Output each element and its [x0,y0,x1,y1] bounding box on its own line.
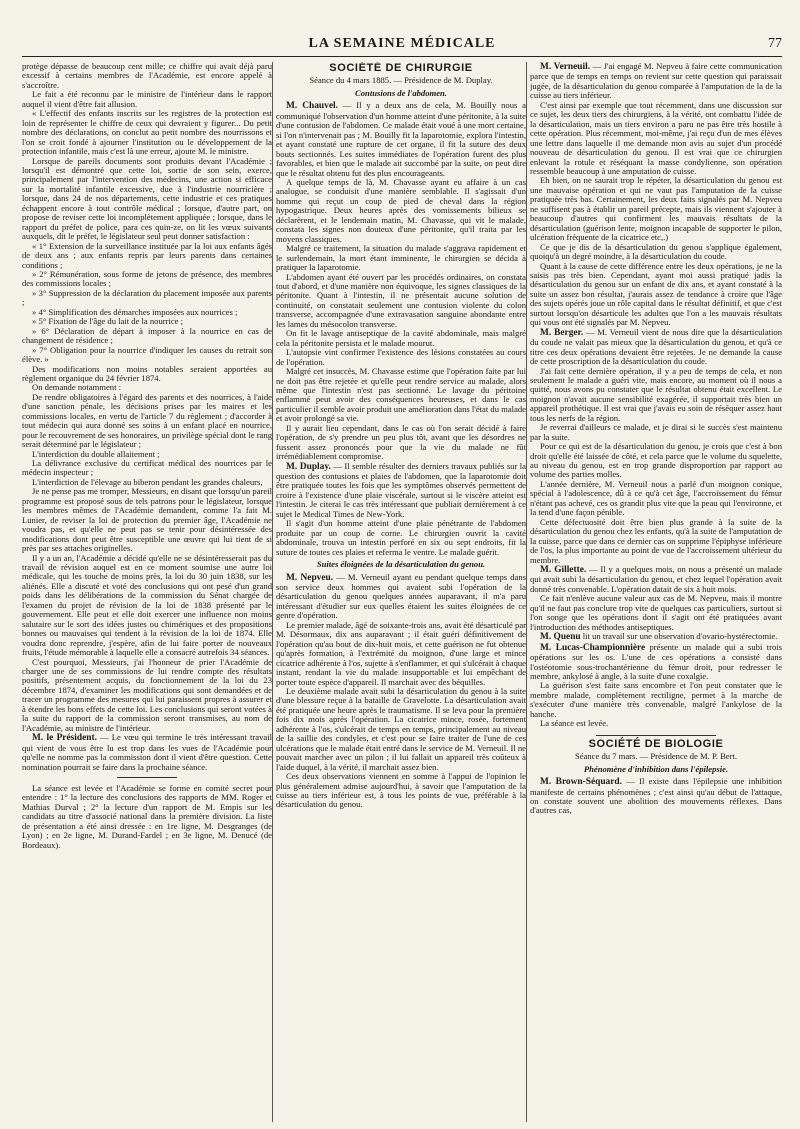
speaker-name: M. Lucas-Championnière [540,642,646,653]
subsection-title: Suites éloignées de la désarticulation du genou. [316,559,486,570]
paragraph-text: La guérison s'est faite sans encombre et l'on peut constater que le membre malade, complètement rectiligne, permet à la marche de s'exécuter d'une manière très convenable, malgré l'ankylose de la hanche. [530,680,782,719]
paragraph [530,681,782,719]
paragraph-text: Le fait a été reconnu par le ministre de l'intérieur dans le rapport auquel il vient d'être fait allusion. [22,89,272,109]
column-middle [276,62,526,1124]
paragraph-text: La séance est levée. [540,718,609,729]
paragraph [22,270,272,289]
paragraph-text: Le deuxième malade avait subi la désarticulation du genou à la suite d'une blessure reçue à la bataille de Gravelotte. La désarticulation avait été pratiquée une heure après le traumatisme. Il se leva pour la première fois dix mois après l'opération. La cicatrice mince, rosée, fortement adhérente à l'os, s'ulcérait de temps en temps, principalement au niveau de la saillie des condyles, et c'est pour se faire traiter de l'une de ces ulcérations que le malade était entré dans le service de M. Verneuil. Il ne pouvait marcher avec un pilon ; il lui fallait un appareil très coûteux à l'aide duquel, à la vérité, il marchait assez bien. [276,686,526,772]
divider [117,777,177,778]
paragraph [22,459,272,478]
paragraph-text: L'interdiction de l'élevage au biberon pendant les grandes chaleurs, [32,476,263,487]
paragraph [530,262,782,328]
paragraph [530,176,782,242]
paragraph-text: Il y aurait lieu cependant, dans le cas où l'on serait décidé à faire l'opération, de s'y prendre un peu plus tôt, avant que les désordres ne fussent assez prononcés pour que la vie du malade ne fût irrémédiablement compromise. [276,422,526,462]
column-right [530,62,782,1124]
paragraph-text: » 6° Déclaration de départ à imposer à la nourrice en cas de changement de résidence ; [22,325,272,346]
paragraph-text: » 7° Obligation pour la nourrice d'indiquer les causes du retrait son élève. » [22,344,272,365]
paragraph [22,289,272,308]
paragraph-text: » 5° Fixation de l'âge du lait de la nourrice ; [32,316,184,327]
paragraph [530,423,782,442]
section-title: SOCIÉTÉ DE BIOLOGIE [588,737,724,750]
speaker-name: M. le Président. [32,733,97,744]
paragraph [530,643,782,682]
speaker-name: M. Gillette. [540,565,587,576]
paragraph-text: On demande notamment : [32,382,122,393]
paragraph-text: — Il semble résulter des derniers travaux publiés sur la question des contusions et plaies de l'abdomen, que la laparotomie doit être pratiquée toutes les fois que les symptômes observés permettent de croire à l'existence d'une plaie viscérale, surtout si le viscère atteint est l'intestin. Je citerai le cas très intéressant que publiait dernièrement à ce sujet le Medical Times de New-York. [276,460,526,519]
paragraph [22,109,272,156]
paragraph [530,101,782,177]
paragraph [530,328,782,367]
speaker-name: M. Duplay. [286,461,331,472]
section-title: SOCIÉTÉ DE CHIRURGIE [329,62,473,74]
paragraph [530,62,782,101]
paragraph [276,178,526,244]
speaker-name: M. Verneuil. [540,62,591,72]
paragraph-text: Des modifications non moins notables seraient apportées au règlement organique du 24 février 1874. [22,363,272,383]
paragraph [530,565,782,594]
paragraph [276,367,526,424]
paragraph-text: présente un malade qui a subi trois opérations sur les os. L'une de ces opérations a consisté dans l'ostéotomie sous-trochantérienne du fémur droit, pour redresser le membre, ankylosé à angle, à la suite d'une coxalgie. [530,641,782,681]
paragraph-text: L'année dernière, M. Verneuil nous a parlé d'un moignon conique, spécial à l'adolescence, dû à ce qu'à cet âge, l'accroissement du fémur n'étant pas achevé, ces os grandit plus vite que la peau qui l'environne, et la tend d'une façon pénible. [530,478,782,518]
paragraph-text: « 1° Extension de la surveillance instituée par la loi aux enfants âgés de deux ans ; aux enfants repris par leurs parents dans certaines conditions ; [22,240,272,270]
paragraph-text: » 3° Suppression de la déclaration du placement imposée aux parents ; [22,287,272,308]
paragraph-text: — Il existe dans l'épilepsie une inhibition manifeste de certains phénomènes ; c'est ainsi qu'au début de l'attaque, on constate souvent une abolition des mouvements réflexes. Dans d'autres cas, [530,776,782,816]
paragraph-text: Lorsque de pareils documents sont produits devant l'Académie ; lorsqu'il est démontré que cette loi, sortie de son sein, exerce, principalement par l'intervention des médecins, une action si efficace sur la mortalité infantile excessive, due à l'industrie nourricière ; lorsque, dans 24 de nos départements, cette industrie et ces pratiques échappent encore à tout contrôle médical ; lorsque, d'autre part, on propose de reviser cette loi incomplètement appliquée ; lorsque, dans le rapport du préfet de police, para ces quin-ze, on lit les vœux suivants auxquels, dit le préfet, le législateur seul peut donner satisfaction : [22,155,272,242]
paragraph [276,519,526,557]
paragraph-text: Ce fait n'enlève aucune valeur aux cas de M. Nepveu, mais il montre qu'il ne faut pas conclure trop vite de quelques cas particuliers, surtout si l'on songe que les opérations dont il s'agit ont été pratiquées avant l'introduction des méthodes antiseptiques. [530,593,782,632]
paragraph [530,594,782,632]
paragraph-text: » 4° Simplification des démarches imposées aux nourrices ; [32,306,238,317]
paragraph-text: — Il y a quelques mois, on nous a présenté un malade qui avait subi la désarticulation du genou, et chez lequel l'opération avait donné très convenable. L'opération datait de six à huit mois. [530,564,782,594]
paragraph-text: Il s'agit d'un homme atteint d'une plaie pénétrante de l'abdomen produite par un coup de corne. Le chirurgien ouvrit la cavité abdominale, trouva un intestin perforé en six ou sept endroits, fit la suture de toutes ces plaies et referma le ventre. Le malade guérit. [276,518,526,557]
paragraph [530,243,782,262]
paragraph [276,573,526,621]
paragraph [276,772,526,810]
column-left [22,62,272,1124]
page-number: 77 [768,36,782,51]
speaker-name: M. Nepveu. [286,572,334,583]
running-title: LA SEMAINE MÉDICALE [308,36,496,51]
paragraph [22,346,272,365]
speaker-name: M. Chauvel. [286,101,338,112]
paragraph-text: Pour ce qui est de la désarticulation du genou, je crois que c'est à bon droit qu'elle été laissée de côté, et cela parce que le volume du squelette, au niveau du genou, est en trop grande disproportion par rapport au volume des parties molles. [530,441,782,480]
paragraph [22,62,272,90]
paragraph [276,424,526,462]
paragraph-text: « L'effectif des enfants inscrits sur les registres de la protection est loin de représenter le chiffre de ceux qui devraient y figurer... Du petit nombre des déclarations, on conclut au petit nombre des nourrissons et l'on se croit fondé à ajourner l'institution ou le développement de la protection infantile, mais c'est là une erreur, ajoute M. le ministre. [22,108,272,157]
column-separator [526,62,527,1122]
paragraph [530,367,782,424]
paragraph-text: — J'ai engagé M. Nepveu à faire cette communication parce que de temps en temps on revient sur cette question qui paraissait jugée, de la désarticulation du genou comparée à l'amputation de la de la cuisse au tiers inférieur. [530,62,782,101]
paragraph [530,480,782,518]
subsection-title: Contusions de l'abdomen. [355,87,447,98]
paragraph-text: La délivrance exclusive du certificat médical des nourrices par le médecin inspecteur ; [22,458,272,478]
paragraph-text: Le premier malade, âgé de soixante-trois ans, avait été désarticulé par M. Désormaux, dix ans auparavant ; il était guéri définitivement de l'opération qu'au bout de dix-huit mois, et cette guérison ne fut obtenue qu'après formation, à l'extrémité du moignon, d'une large et mince cicatrice adhérente à l'os, sujette à s'enflammer, et qui s'ulcérait à chaque instant, rendant la vie du malade insupportable et lui empêchant de porter toute espèce d'appareil. Il marchait avec des béquilles. [276,619,526,687]
paragraph-text: lit un travail sur une observation d'ovario-hystérectomie. [580,631,778,642]
paragraph [530,442,782,480]
paragraph-text: Je reverrai d'ailleurs ce malade, et je dirai si le succès s'est maintenu par la suite. [530,422,782,442]
paragraph [276,244,526,272]
paragraph-text: Ce que je dis de la désarticulation du genou s'applique également, quoiqu'à un degré moindre, à la désarticulation du coude. [530,241,782,262]
sitting-line: Séance du 4 mars 1885. — Présidence de M. Duplay. [309,75,493,86]
paragraph [276,462,526,520]
paragraph-text: Je ne pense pas me tromper, Messieurs, en disant que lorsqu'un pareil programme est proposé sous de tels patrons pour le législateur, lorsque les membres mêmes de l'Académie demandent, comme l'a fait M. Lunier, de reviser la loi de protection du premier âge, l'Académie ne voudra pas, et qu'elle ne peut pas se tenir pour désintéressée des modifications dont peut être susceptible une œuvre qui lui tient de si près par ses attaches originelles. [22,486,272,554]
paragraph-text: — Il y a deux ans de cela, M. Bouilly nous a communiqué l'observation d'un homme atteint d'une péritonite, à la suite d'une contusion de l'abdomen. Ce malade était voué à une mort certaine, si l'on n'intervenait pas ; M. Bouilly fit la laparotomie, explora l'intestin, et ayant constaté une rupture de cet organe, il fit la suture des deux bouts sectionnés. Les suites immédiates de l'opération furent des plus favorables, et bien que le malade ait succombé par la suite, on peut dire que le résultat obtenu fut des plus encourageants. [276,100,526,178]
paragraph-text: C'est pourquoi, Messieurs, j'ai l'honneur de prier l'Académie de charger une de ses commissions de lui rendre compte des résultats positifs, présentement acquis, du fonctionnement de la loi du 23 décembre 1874, d'examiner les modifications qui sont demandées et de tracer un programme des mesures qui lui paraissent propres à assurer et à étendre les bons effets de cette loi. Les conclusions qui seront votées à la suite du rapport de la commission seront transmises, au nom de l'Académie, au ministre de l'intérieur. [22,656,272,733]
paragraph [22,90,272,109]
paragraph-text: J'ai fait cette dernière opération, il y a peu de temps de cela, et non seulement le malade a guéri vite, mais encore, au moment où il nous a quitté, nous avons pu constater que le résultat obtenu était excellent. Le moignon n'avait aucune sensibilité exagérée, il supportait très bien un appareil prothétique. Il est vrai que j'avais eu soin de réséquer assez haut tous les nerfs de la région. [530,365,782,423]
paragraph [276,621,526,687]
speaker-name: M. Quenu [540,632,581,643]
paragraph-text: Ces deux observations viennent en somme à l'appui de l'opinion le plus généralement admise aujourd'hui, à savoir que l'amputation de la cuisse au tiers inférieur est, à tous les points de vue, préférable à la désarticulation du genou. [276,771,526,810]
paragraph-text: Malgré ce traitement, la situation du malade s'aggrava rapidement et le surlendemain, la mort étant imminente, le chirurgien se décida à pratiquer la laparotomie. [276,243,526,273]
paragraph-text: Cette défectuosité doit être bien plus grande à la suite de la désarticulation du genou chez les enfants, qu'à la suite de l'amputation de la cuisse, parce que dans ce dernier cas on supprime l'épiphyse inférieure de l'os, la plus importante au point de vue de l'accroissement ultérieur du membre. [530,516,782,565]
paragraph-text: — Le vœu qui termine le très intéressant travail qui vient de vous être lu est trop dans les vues de l'Académie pour qu'elle ne nomme pas la commission dont il vient d'être question. Cette nomination pourrait se faire dans la prochaine séance. [22,732,272,772]
paragraph-text: Il y a un an, l'Académie a décidé qu'elle ne se désintéresserait pas du travail de révision auquel est en ce moment soumise une autre loi médicale, qui les touche de moins près, la loi du 30 juin 1838, sur les aliénés. Elle a discuté et voté des conclusions qui ont pesé d'un grand poids dans les délibérations de la commission du Sénat chargée de l'examen du projet de révision de la loi de 1838 présenté par le gouvernement. Elle peut et elle doit exercer une influence non moins salutaire sur le sort des idées justes ou chimériques et des propositions bonnes ou mauvaises qui tendent à la révision de la loi de 1874. Elle voudra donc reprendre, j'espère, afin de lui faire porter de nouveaux fruits, l'étude mémorable à laquelle elle a consacré autrefois 34 séances. [22,552,272,658]
paragraph-text: — M. Verneuil ayant eu pendant quelque temps dans son service deux hommes qui avaient subi l'opération de la désarticulation du genou quelques années auparavant, il m'a paru intéressant d'étudier sur eux quelles étaient les suites éloignées de ce genre d'opération. [276,571,526,621]
paragraph [276,687,526,772]
subsection-title: Phénomène d'inhibition dans l'épilepsie. [583,763,729,774]
paragraph-text: L'abdomen ayant été ouvert par les procédés ordinaires, on constata tout d'abord, et d'une manière non équivoque, les signes classiques de la péritonite. Quant à l'intestin, il ne présentait aucune solution de continuité, on constatait seulement une contusion violente du colon transverse, accompagnée d'une extravasation sanguine abondante entre les lames du mésocolon transverse. [276,271,526,329]
paragraph-text: Eh bien, on ne saurait trop le répéter, la désarticulation du genou est une mauvaise opération et qui ne vaut pas l'amputation de la cuisse pratiquée très bas. Certainement, les deux faits signalés par M. Nepveu ne suffisent pas à établir un pareil précepte, mais ils viennent s'ajouter à beaucoup d'autres qui confirment les mauvais résultats de la désarticulation (guérison lente, moignon incapable de supporter le pilon, ulcération fréquente de la cicatrice etc,.) [530,175,782,243]
paragraph [22,784,272,850]
speaker-name: M. Berger. [540,327,584,338]
paragraph-text: Quant à la cause de cette différence entre les deux opérations, je ne la saisis pas très bien. Cependant, ayant moi aussi pratiqué jadis la désarticulation du genou sur un enfant de dix ans, et ayant constaté à la suite un assez bon résultat, j'aurais assez de tendance à croire que l'âge des sujets opérés joue un rôle capital dans le résultat définitif, et que c'est surtout lorsqu'on désarticule les adultes que l'on a les mauvais résultats qui vous ont été signalés par M. Nepveu. [530,260,782,328]
paragraph-text: Malgré cet insuccès, M. Chavasse estime que l'opération faite par lui ne doit pas être rejetée et qu'elle peut rendre service au malade, alors même que l'intestin n'est pas sectionné. Le lavage du péritoine enflammé peut avoir des conséquences heureuses, et dans le cas particulier il semble avoir produit une amélioration dans l'état du malade et avoir prolongé sa vie. [276,366,526,424]
paragraph [530,777,782,816]
paragraph [22,554,272,658]
sitting-line: Séance du 7 mars. — Présidence de M. P. Bert. [574,751,738,762]
paragraph [276,273,526,330]
paragraph [276,348,526,367]
paragraph [276,101,526,178]
paragraph [22,157,272,242]
paragraph [530,518,782,565]
paragraph-text: De rendre obligatoires à l'égard des parents et des nourrices, à l'aide d'une sanction pénale, les décisions prises par les maires et les commissions locales, en vertu de l'article 7 du règlement ; d'accorder à tout médecin qui aura donné ses soins à un enfant placé en nourrice, pour le recouvrement de ses honoraires, un privilège spécial dont le rang serait déterminé par le législateur ; [22,391,272,450]
speaker-name: M. Brown-Séquard. [540,777,622,788]
paragraph-text: L'autopsie vint confirmer l'existence des lésions constatées au cours de l'opération. [276,347,526,367]
paragraph-text: — M. Verneuil vient de nous dire que la désarticulation du coude ne valait pas mieux que la désarticulation du genou, et qu'à ce titre ces deux opérations devaient être rejetées. Je ne demande la cause de cette proscription de la désarticulation du coude. [530,326,782,367]
paragraph [276,329,526,348]
page-header [22,36,782,56]
paragraph-text: A quelque temps de là, M. Chavasse ayant eu affaire à un cas analogue, se conduisit d'une manière semblable. Il s'agissait d'un homme qui reçut un coup de pied de cheval dans la région hypogastrique. Deux heures après des vomissements bilieux se déclarèrent, et le lendemain matin, M. Chavasse, qui vit le malade, constata les signes non douteux d'une péritonite, qu'il traita par les moyens classiques. [276,176,526,244]
paragraph [530,719,782,728]
paragraph-text: » 2° Rémunération, sous forme de jetons de présence, des membres des commissions locales ; [22,268,272,289]
paragraph [22,327,272,346]
divider [596,735,716,736]
paragraph [22,242,272,270]
paragraph [22,733,272,772]
paragraph-text: On fit le lavage antiseptique de la cavité abdominale, mais malgré cela la péritonite persista et le malade mourut. [276,328,526,348]
paragraph-text: C'est ainsi par exemple que tout récemment, dans une discussion sur ce sujet, les deux tiers des chirurgiens, à la vérité, ont combattu l'idée de la désarticulation, mais un tiers environ a paru ne pas être très hostile à cette opération. Plus récemment, moi-même, j'ai reçu d'un de mes élèves une lettre dans laquelle il me demande mon avis au sujet d'un procédé nouveau de désarticulation du genou. Il est vrai que ce chirurgien enlevant la rotule et réséquant la masse condylienne, son opération ressemble beaucoup à une amputation de cuisse. [530,99,782,176]
paragraph [22,393,272,450]
paragraph-text: La séance est levée et l'Académie se forme en comité secret pour entendre : 1° la lecture des conclusions des rapports de MM. Roger et Mathias Durval ; 2° la lecture d'un rapport de M. Empis sur les candidats au titre d'associé national dans la première division. La liste de présentation a été ainsi dressée : en 1re ligne, M. Desgranges (de Lyon) ; en 2e ligne, M. Durand-Fardel ; en 3e ligne, M. Denucé (de Bordeaux). [22,782,272,850]
paragraph [22,658,272,734]
paragraph [22,487,272,553]
header-rule [22,56,782,57]
paragraph [22,365,272,384]
paragraph-text: protège dépasse de beaucoup cent mille; ce chiffre qui avait déjà paru excessif à certains membres de l'Académie, est encore appelé à s'accroître. [22,62,272,90]
paragraph-text: L'interdiction du double allaitement ; [32,448,160,459]
column-separator [272,62,273,1122]
